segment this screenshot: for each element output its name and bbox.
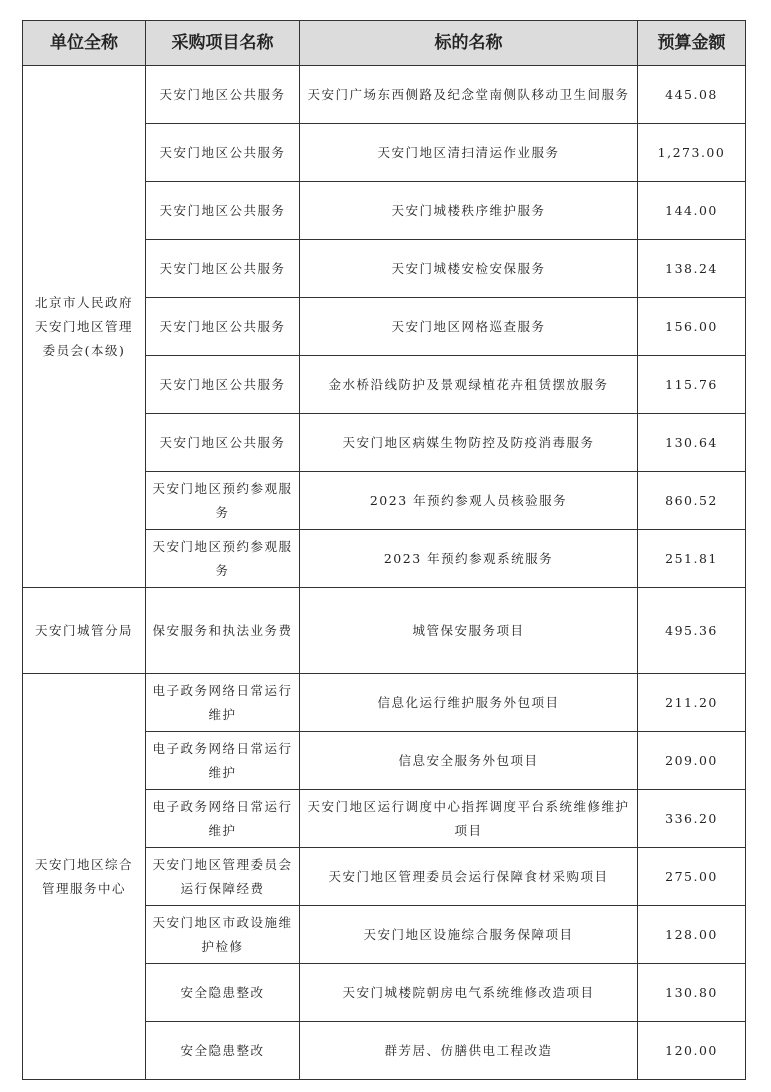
project-cell: 天安门地区公共服务: [146, 298, 300, 356]
amount-cell: 156.00: [638, 298, 746, 356]
header-project: 采购项目名称: [146, 21, 300, 66]
project-cell: 天安门地区公共服务: [146, 66, 300, 124]
amount-cell: 275.00: [638, 848, 746, 906]
amount-cell: 130.80: [638, 964, 746, 1022]
project-cell: 天安门地区公共服务: [146, 414, 300, 472]
amount-cell: 128.00: [638, 906, 746, 964]
project-cell: 电子政务网络日常运行维护: [146, 790, 300, 848]
item-cell: 2023 年预约参观人员核验服务: [300, 472, 638, 530]
amount-cell: 445.08: [638, 66, 746, 124]
item-cell: 天安门地区网格巡查服务: [300, 298, 638, 356]
item-cell: 群芳居、仿膳供电工程改造: [300, 1022, 638, 1080]
amount-cell: 1,273.00: [638, 124, 746, 182]
table-row: [23, 66, 746, 124]
procurement-table: [22, 20, 746, 1080]
amount-cell: 144.00: [638, 182, 746, 240]
project-cell: 天安门地区公共服务: [146, 240, 300, 298]
amount-cell: 209.00: [638, 732, 746, 790]
table-row: [23, 588, 746, 674]
amount-cell: 115.76: [638, 356, 746, 414]
item-cell: 天安门城楼秩序维护服务: [300, 182, 638, 240]
project-cell: 天安门地区公共服务: [146, 124, 300, 182]
amount-cell: 211.20: [638, 674, 746, 732]
amount-cell: 120.00: [638, 1022, 746, 1080]
project-cell: 天安门地区公共服务: [146, 182, 300, 240]
item-cell: 城管保安服务项目: [300, 588, 638, 674]
amount-cell: 251.81: [638, 530, 746, 588]
project-cell: 天安门地区市政设施维护检修: [146, 906, 300, 964]
unit-cell: 天安门城管分局: [23, 588, 146, 674]
project-cell: 电子政务网络日常运行维护: [146, 732, 300, 790]
item-cell: 天安门广场东西侧路及纪念堂南侧队移动卫生间服务: [300, 66, 638, 124]
item-cell: 金水桥沿线防护及景观绿植花卉租赁摆放服务: [300, 356, 638, 414]
item-cell: 天安门城楼安检安保服务: [300, 240, 638, 298]
header-item: 标的名称: [300, 21, 638, 66]
item-cell: 天安门地区运行调度中心指挥调度平台系统维修维护项目: [300, 790, 638, 848]
item-cell: 信息化运行维护服务外包项目: [300, 674, 638, 732]
project-cell: 天安门地区公共服务: [146, 356, 300, 414]
amount-cell: 138.24: [638, 240, 746, 298]
item-cell: 天安门城楼院朝房电气系统维修改造项目: [300, 964, 638, 1022]
project-cell: 天安门地区预约参观服务: [146, 472, 300, 530]
header-amount: 预算金额: [638, 21, 746, 66]
item-cell: 天安门地区设施综合服务保障项目: [300, 906, 638, 964]
project-cell: 安全隐患整改: [146, 1022, 300, 1080]
item-cell: 信息安全服务外包项目: [300, 732, 638, 790]
table-body: [23, 66, 746, 1080]
amount-cell: 495.36: [638, 588, 746, 674]
project-cell: 保安服务和执法业务费: [146, 588, 300, 674]
project-cell: 天安门地区预约参观服务: [146, 530, 300, 588]
item-cell: 2023 年预约参观系统服务: [300, 530, 638, 588]
item-cell: 天安门地区管理委员会运行保障食材采购项目: [300, 848, 638, 906]
table-header-row: [23, 21, 746, 66]
amount-cell: 130.64: [638, 414, 746, 472]
amount-cell: 336.20: [638, 790, 746, 848]
item-cell: 天安门地区清扫清运作业服务: [300, 124, 638, 182]
amount-cell: 860.52: [638, 472, 746, 530]
header-unit: 单位全称: [23, 21, 146, 66]
unit-cell: 北京市人民政府天安门地区管理委员会(本级): [23, 66, 146, 588]
project-cell: 天安门地区管理委员会运行保障经费: [146, 848, 300, 906]
table-row: [23, 674, 746, 732]
unit-cell: 天安门地区综合管理服务中心: [23, 674, 146, 1080]
project-cell: 电子政务网络日常运行维护: [146, 674, 300, 732]
project-cell: 安全隐患整改: [146, 964, 300, 1022]
item-cell: 天安门地区病媒生物防控及防疫消毒服务: [300, 414, 638, 472]
